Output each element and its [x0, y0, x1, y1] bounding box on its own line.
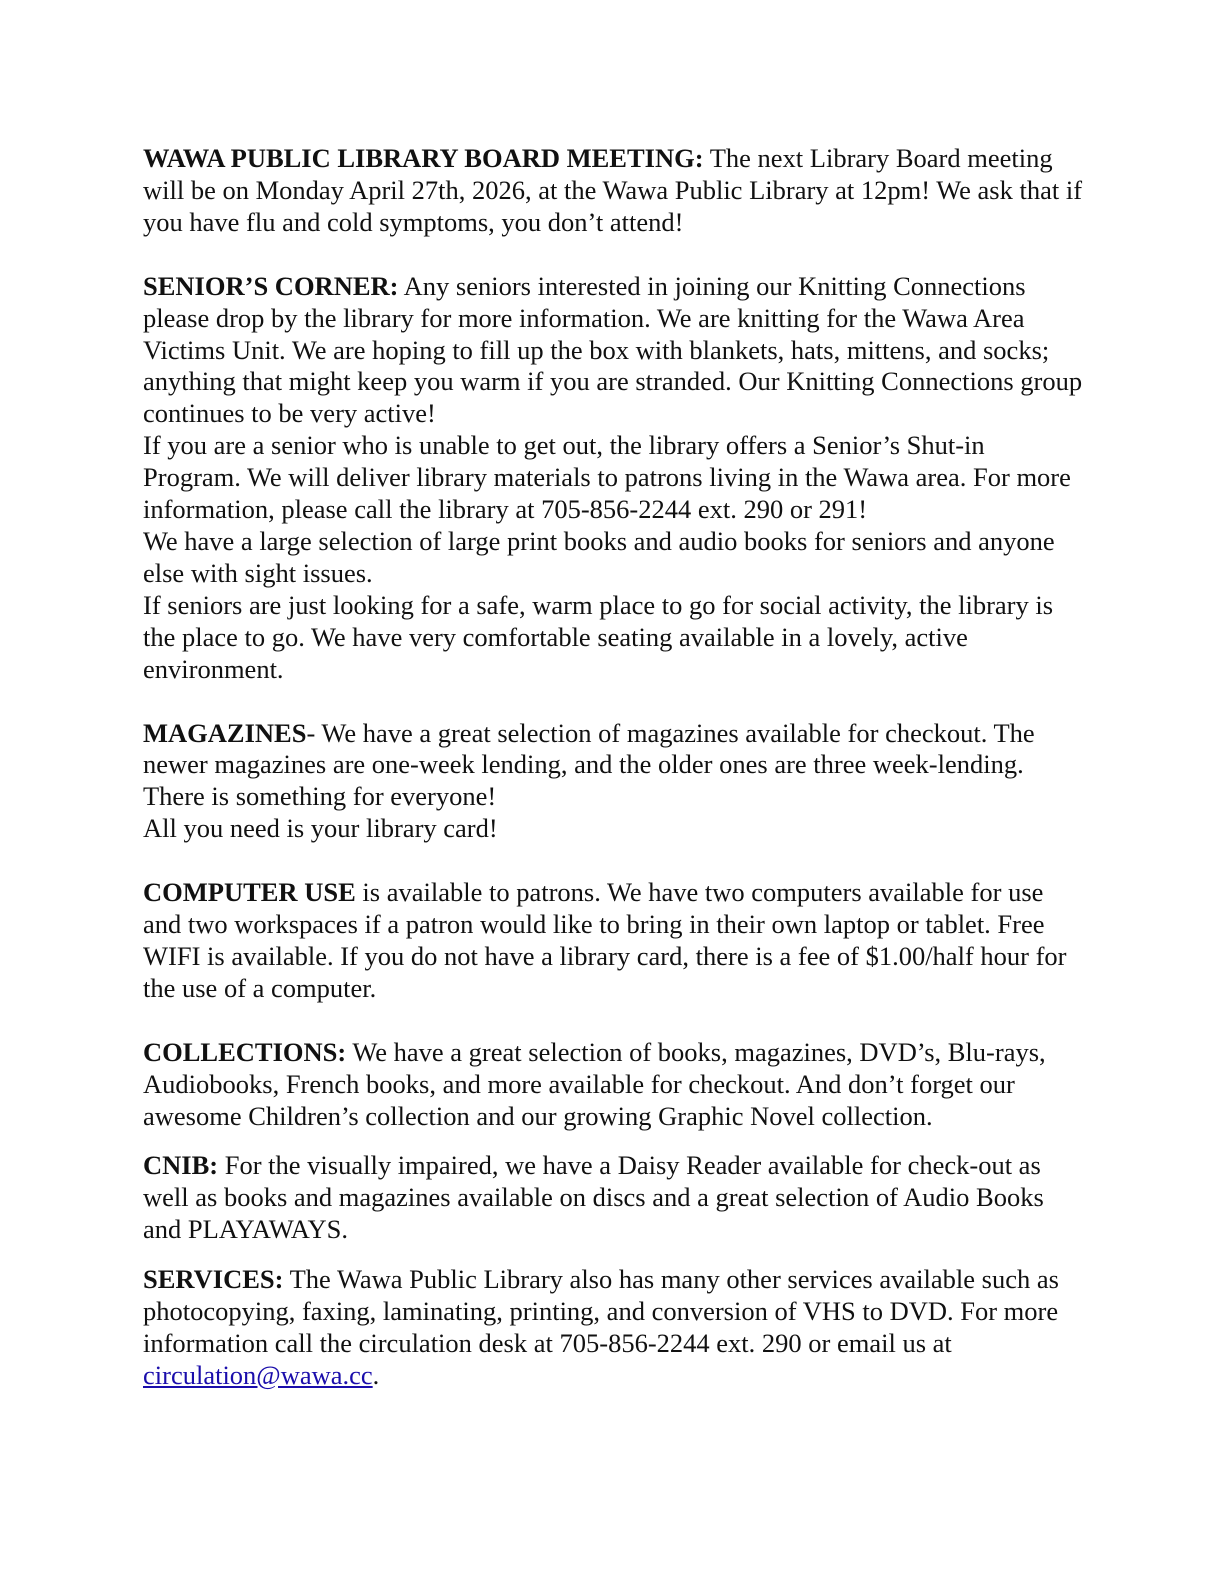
- board-meeting-paragraph: [143, 143, 1083, 239]
- document-page: [143, 143, 1083, 1392]
- seniors-large-print-paragraph: We have a large selection of large print books and audio books for seniors and anyone else with sight issues.: [143, 525, 1055, 588]
- circulation-email-link[interactable]: circulation@wawa.cc: [143, 1359, 373, 1390]
- seniors-shut-in-paragraph: If you are a senior who is unable to get out, the library offers a Senior’s Shut-in Program. We will deliver library materials to patrons living in the Wawa area. For more information, please call the library at 705-856-2244 ext. 290 or 291!: [143, 430, 1071, 525]
- services-heading: SERVICES:: [143, 1264, 284, 1295]
- magazines-card-paragraph: All you need is your library card!: [143, 813, 498, 844]
- board-meeting-text: The next Library Board meeting will be on Monday April 27th, 2026, at the Wawa Public Library at 12pm! We ask that if you have flu and cold symptoms, you don’t attend!: [143, 143, 1083, 237]
- collections-heading: COLLECTIONS:: [143, 1036, 347, 1067]
- seniors-social-paragraph: If seniors are just looking for a safe, warm place to go for social activity, the library is the place to go. We have very comfortable seating available in a lovely, active environment.: [143, 589, 1054, 684]
- cnib-heading: CNIB:: [143, 1150, 219, 1181]
- computer-use-heading: COMPUTER USE: [143, 877, 356, 908]
- seniors-corner-paragraph: [143, 271, 1083, 431]
- services-paragraph: [143, 1264, 1083, 1392]
- magazines-text: - We have a great selection of magazines available for checkout. The newer magazines are one-week lending, and the older ones are three week-lending. There is something for everyone!: [143, 717, 1035, 812]
- magazines-paragraph: [143, 718, 1083, 814]
- board-meeting-heading: WAWA PUBLIC LIBRARY BOARD MEETING:: [143, 143, 704, 173]
- cnib-text: For the visually impaired, we have a Daisy Reader available for check-out as well as books and magazines available on discs and a great selection of Audio Books and PLAYAWAYS.: [143, 1150, 1044, 1245]
- computer-use-text: is available to patrons. We have two computers available for use and two workspaces if a patron would like to bring in their own laptop or tablet. Free WIFI is available. If you do not have a library card, there is a fee of $1.00/half hour for the use of a computer.: [143, 877, 1067, 1003]
- collections-paragraph: [143, 1037, 1083, 1133]
- collections-text: We have a great selection of books, magazines, DVD’s, Blu-rays, Audiobooks, French books, and more available for checkout. And don’t forget our awesome Children’s collection and our growing Graphic Novel collection.: [143, 1036, 1046, 1131]
- computer-use-paragraph: [143, 877, 1083, 1005]
- seniors-corner-text: Any seniors interested in joining our Knitting Connections please drop by the library for more information. We are knitting for the Wawa Area Victims Unit. We are hoping to fill up the box with blankets, hats, mittens, and socks; anything that might keep you warm if you are stranded. Our Knitting Connections group continues to be very active!: [143, 270, 1083, 429]
- magazines-heading: MAGAZINES: [143, 717, 307, 748]
- seniors-corner-heading: SENIOR’S CORNER:: [143, 270, 399, 301]
- services-end: .: [372, 1359, 380, 1390]
- services-text: The Wawa Public Library also has many other services available such as photocopying, faxing, laminating, printing, and conversion of VHS to DVD. For more information call the circulation desk at 705-856-2244 ext. 290 or email us at: [143, 1264, 1059, 1358]
- cnib-paragraph: [143, 1150, 1083, 1246]
